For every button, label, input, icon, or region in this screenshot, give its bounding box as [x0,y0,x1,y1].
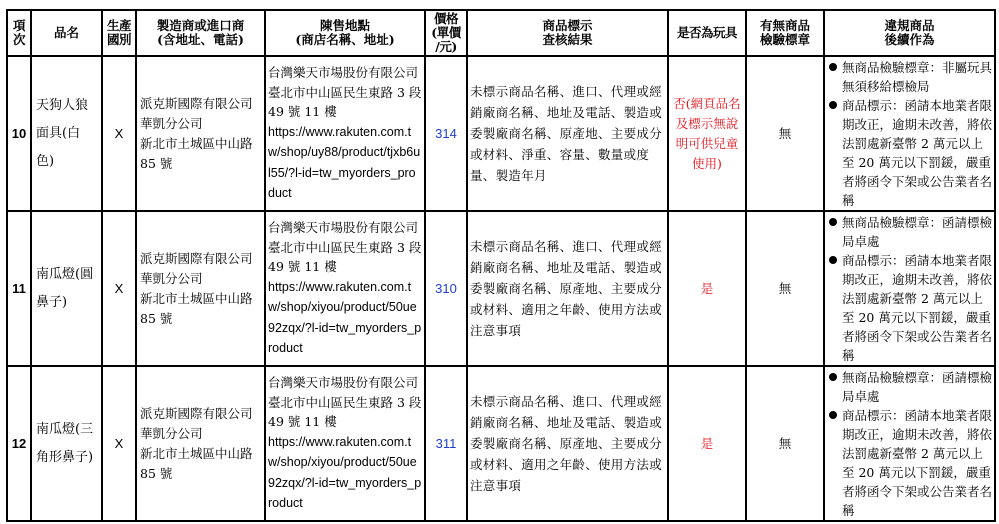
header-mark-line1: 有無商品 [759,18,810,33]
header-store-line1: 陳售地點 [319,18,370,33]
header-action-line1: 違規商品 [884,18,935,33]
table-row [7,366,995,521]
table-row [7,56,995,211]
cell-price [425,366,467,521]
cell-label-result: 未標示商品名稱、進口、代理或經銷廠商名稱、地址及電話、製造或委製廠商名稱、原產地、主要成分或材料、適用之年齡、使用方法或注意事項 [467,211,668,366]
store-name: 台灣樂天市場股份有限公司 [268,375,419,391]
cell-inspection-mark: 無 [746,211,824,366]
is-toy-value: 是 [700,435,714,451]
cell-label-result: 未標示商品名稱、進口、代理或經銷廠商名稱、地址及電話、製造或委製廠商名稱、原產地、主要成分或材料、淨重、容量、數量或度量、製造年月 [467,56,668,211]
cell-maker [136,211,265,366]
store-name: 台灣樂天市場股份有限公司 [268,220,419,236]
cell-no: 12 [7,366,31,521]
header-maker-line2: (含地址、電話) [157,32,244,47]
header-price-line2: (單價 [431,25,461,40]
cell-product-name: 天狗人狼面具(白色) [31,56,102,211]
actions-list [829,368,992,520]
header-no: 項次 [7,10,31,56]
is-toy-value: 否(網頁品名及標示無說明可供兒童使用) [673,95,741,171]
price-value: 314 [435,126,457,141]
cell-store [265,211,425,366]
store-name: 台灣樂天市場股份有限公司 [268,65,419,81]
cell-product-name: 南瓜燈(圓鼻子) [31,211,102,366]
table-row [7,211,995,366]
cell-label-result: 未標示商品名稱、進口、代理或經銷廠商名稱、地址及電話、製造或委製廠商名稱、原產地、主要成分或材料、適用之年齡、使用方法或注意事項 [467,366,668,521]
store-url: https://www.rakuten.com.tw/shop/xiyou/product/50ue92zqx/?l-id=tw_myorders_product [268,279,422,356]
header-label-line1: 商品標示 [542,18,593,33]
bullet-icon [829,256,837,264]
maker-address: 新北市土城區中山路 85 號 [140,135,253,171]
header-label-line2: 查核結果 [542,32,593,47]
action-item: 商品標示：函請本地業者限期改正，逾期未改善，將依法罰處新臺幣 2 萬元以上至 20 萬元以下罰鍰，嚴重者將函令下架或公告業者名稱 [829,406,992,520]
cell-origin: X [102,211,136,366]
header-label-result [467,10,668,56]
header-origin: 生產國別 [102,10,136,56]
cell-no: 10 [7,56,31,211]
header-price [425,10,467,56]
store-address: 臺北市中山區民生東路 3 段 49 號 11 樓 [268,394,422,430]
maker-address: 新北市土城區中山路 85 號 [140,445,253,481]
cell-maker [136,56,265,211]
price-value: 310 [435,281,457,296]
header-mark-line2: 檢驗標章 [759,32,810,47]
store-address: 臺北市中山區民生東路 3 段 49 號 11 樓 [268,84,422,120]
header-actions [824,10,995,56]
cell-store [265,56,425,211]
bullet-icon [829,101,837,109]
maker-name: 派克斯國際有限公司華凱分公司 [140,405,253,441]
cell-store [265,366,425,521]
cell-is-toy [668,366,746,521]
cell-actions [824,211,995,366]
cell-inspection-mark: 無 [746,56,824,211]
header-price-line1: 價格 [433,11,458,26]
action-item: 無商品檢驗標章：函請標檢局卓處 [829,368,992,406]
header-inspection-mark [746,10,824,56]
maker-address: 新北市土城區中山路 85 號 [140,290,253,326]
table-header-row [7,10,995,56]
header-store-line2: (商店名稱、地址) [295,32,395,47]
actions-list [829,58,992,210]
bullet-icon [829,373,837,381]
cell-maker [136,366,265,521]
header-action-line2: 後續作為 [884,32,935,47]
action-item: 無商品檢驗標章：非屬玩具無須移給標檢局 [829,58,992,96]
price-value: 311 [435,436,457,451]
cell-price [425,211,467,366]
bullet-icon [829,63,837,71]
cell-product-name: 南瓜燈(三角形鼻子) [31,366,102,521]
bullet-icon [829,218,837,226]
store-url: https://www.rakuten.com.tw/shop/xiyou/product/50ue92zqx/?l-id=tw_myorders_product [268,434,422,511]
cell-is-toy [668,56,746,211]
is-toy-value: 是 [700,280,714,296]
header-maker-line1: 製造商或進口商 [156,18,245,33]
action-item: 商品標示：函請本地業者限期改正，逾期未改善，將依法罰處新臺幣 2 萬元以上至 20 萬元以下罰鍰，嚴重者將函令下架或公告業者名稱 [829,96,992,210]
header-is-toy: 是否為玩具 [668,10,746,56]
actions-list [829,213,992,365]
action-item: 商品標示：函請本地業者限期改正，逾期未改善，將依法罰處新臺幣 2 萬元以上至 20 萬元以下罰鍰，嚴重者將函令下架或公告業者名稱 [829,251,992,365]
header-maker [136,10,265,56]
maker-name: 派克斯國際有限公司華凱分公司 [140,95,253,131]
cell-actions [824,366,995,521]
header-store [265,10,425,56]
inspection-results-table [6,9,996,522]
cell-actions [824,56,995,211]
store-address: 臺北市中山區民生東路 3 段 49 號 11 樓 [268,239,422,275]
cell-no: 11 [7,211,31,366]
store-url: https://www.rakuten.com.tw/shop/uy88/product/tjxb6ul55/?l-id=tw_myorders_product [268,124,421,201]
cell-origin: X [102,56,136,211]
header-price-line3: /元) [435,39,457,54]
cell-origin: X [102,366,136,521]
cell-is-toy [668,211,746,366]
maker-name: 派克斯國際有限公司華凱分公司 [140,250,253,286]
action-item: 無商品檢驗標章：函請標檢局卓處 [829,213,992,251]
header-name: 品名 [31,10,102,56]
cell-inspection-mark: 無 [746,366,824,521]
cell-price [425,56,467,211]
bullet-icon [829,411,837,419]
